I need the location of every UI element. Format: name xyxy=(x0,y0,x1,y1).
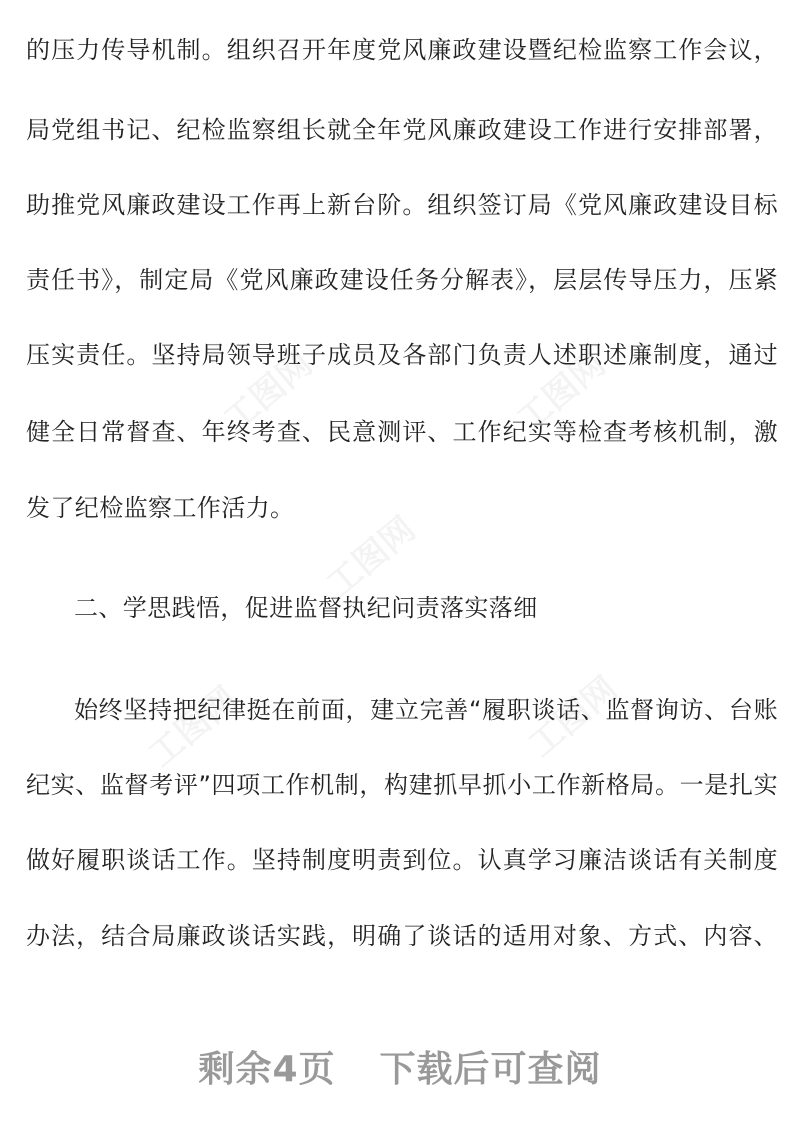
paragraph-line: 的压力传导机制。组织召开年度党风廉政建设暨纪检监察工作会议， xyxy=(26,36,778,64)
paragraph-line: 局党组书记、纪检监察组长就全年党风廉政建设工作进行安排部署， xyxy=(26,116,778,144)
section-heading: 二、学思践悟，促进监督执纪问责落实落细 xyxy=(74,594,538,622)
paragraph-line: 压实责任。坚持局领导班子成员及各部门负责人述职述廉制度，通过 xyxy=(26,341,778,369)
download-banner[interactable] xyxy=(0,1048,800,1092)
download-hint-label[interactable]: 下载后可查阅 xyxy=(379,1049,602,1090)
paragraph-line: 助推党风廉政建设工作再上新台阶。组织签订局《党风廉政建设目标 xyxy=(26,191,778,219)
paragraph-line: 纪实、监督考评”四项工作机制，构建抓早抓小工作新格局。一是扎实 xyxy=(26,771,778,799)
paragraph-line: 责任书》，制定局《党风廉政建设任务分解表》，层层传导压力，压紧 xyxy=(26,266,778,294)
paragraph-line: 始终坚持把纪律挺在前面，建立完善“履职谈话、监督询访、台账 xyxy=(74,696,778,724)
paragraph-line: 健全日常督查、年终考查、民意测评、工作纪实等检查考核机制，激 xyxy=(26,418,778,446)
paragraph-line: 办法，结合局廉政谈话实践，明确了谈话的适用对象、方式、内容、 xyxy=(26,922,778,950)
remaining-pages-label: 剩余4页 xyxy=(198,1049,336,1090)
paragraph-line: 发了纪检监察工作活力。 xyxy=(26,494,295,522)
paragraph-line: 做好履职谈话工作。坚持制度明责到位。认真学习廉洁谈话有关制度 xyxy=(26,846,778,874)
